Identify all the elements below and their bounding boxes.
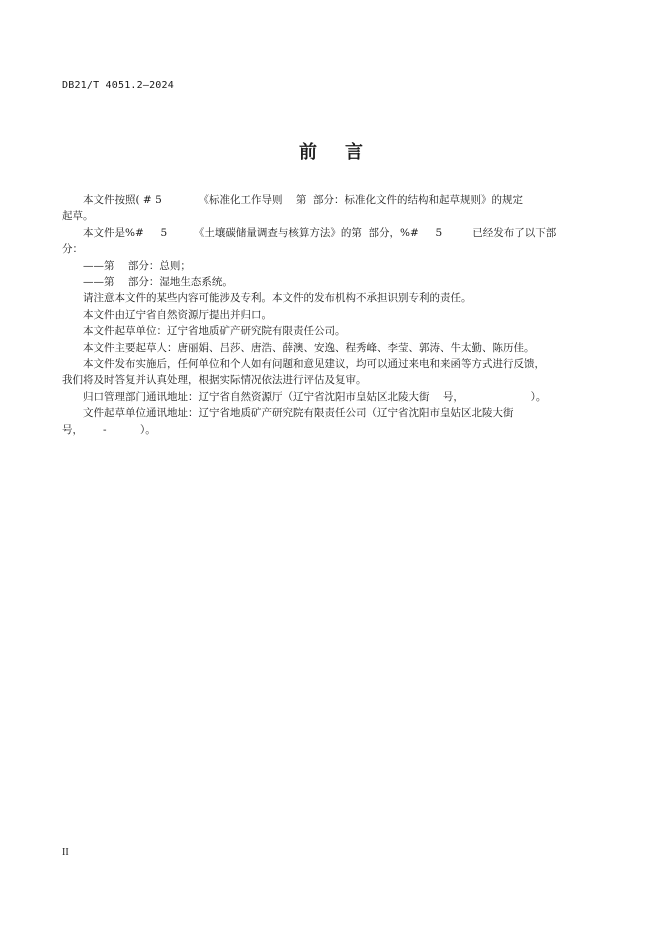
foreword-body [62, 192, 594, 438]
feedback-notice-cont: 我们将及时答复并认真处理，根据实际情况依法进行评估及复审。 [62, 374, 367, 387]
paragraph-line: 本文件是%# 5 《土壤碳储量调查与核算方法》的第 部分，%# 5 已经发布了以下部 [83, 226, 557, 239]
paragraph-line: 本文件按照( # 5 《标准化工作导则 第 部分：标准化文件的结构和起草规则》的规定 [83, 194, 523, 206]
page-title: 前言 [299, 142, 391, 163]
list-item: ——第 部分：总则； [83, 259, 191, 272]
drafter-address-cont: 号， - ）。 [62, 423, 156, 436]
feedback-notice: 本文件发布实施后，任何单位和个人如有问题和意见建议，均可以通过来电和来函等方式进行反馈， [83, 358, 545, 371]
drafters: 本文件主要起草人：唐丽娟、吕莎、唐浩、薛澳、安逸、程秀峰、李莹、郭涛、牛太勤、陈历佳。 [83, 341, 535, 354]
document-code: DB21/T 4051.2—2024 [62, 80, 174, 91]
page-number: II [62, 847, 69, 858]
proposing-body: 本文件由辽宁省自然资源厅提出并归口。 [83, 308, 272, 321]
paragraph-line: 分： [62, 243, 83, 256]
drafting-unit: 本文件起草单位：辽宁省地质矿产研究院有限责任公司。 [83, 325, 346, 338]
authority-address: 归口管理部门通讯地址：辽宁省自然资源厅（辽宁省沈阳市皇姑区北陵大街 号， ）。 [83, 390, 547, 403]
patent-notice: 请注意本文件的某些内容可能涉及专利。本文件的发布机构不承担识别专利的责任。 [83, 292, 472, 305]
drafter-address: 文件起草单位通讯地址：辽宁省地质矿产研究院有限责任公司（辽宁省沈阳市皇姑区北陵大街 [83, 407, 514, 420]
paragraph-line: 起草。 [62, 210, 94, 223]
list-item: ——第 部分：湿地生态系统。 [83, 276, 233, 289]
